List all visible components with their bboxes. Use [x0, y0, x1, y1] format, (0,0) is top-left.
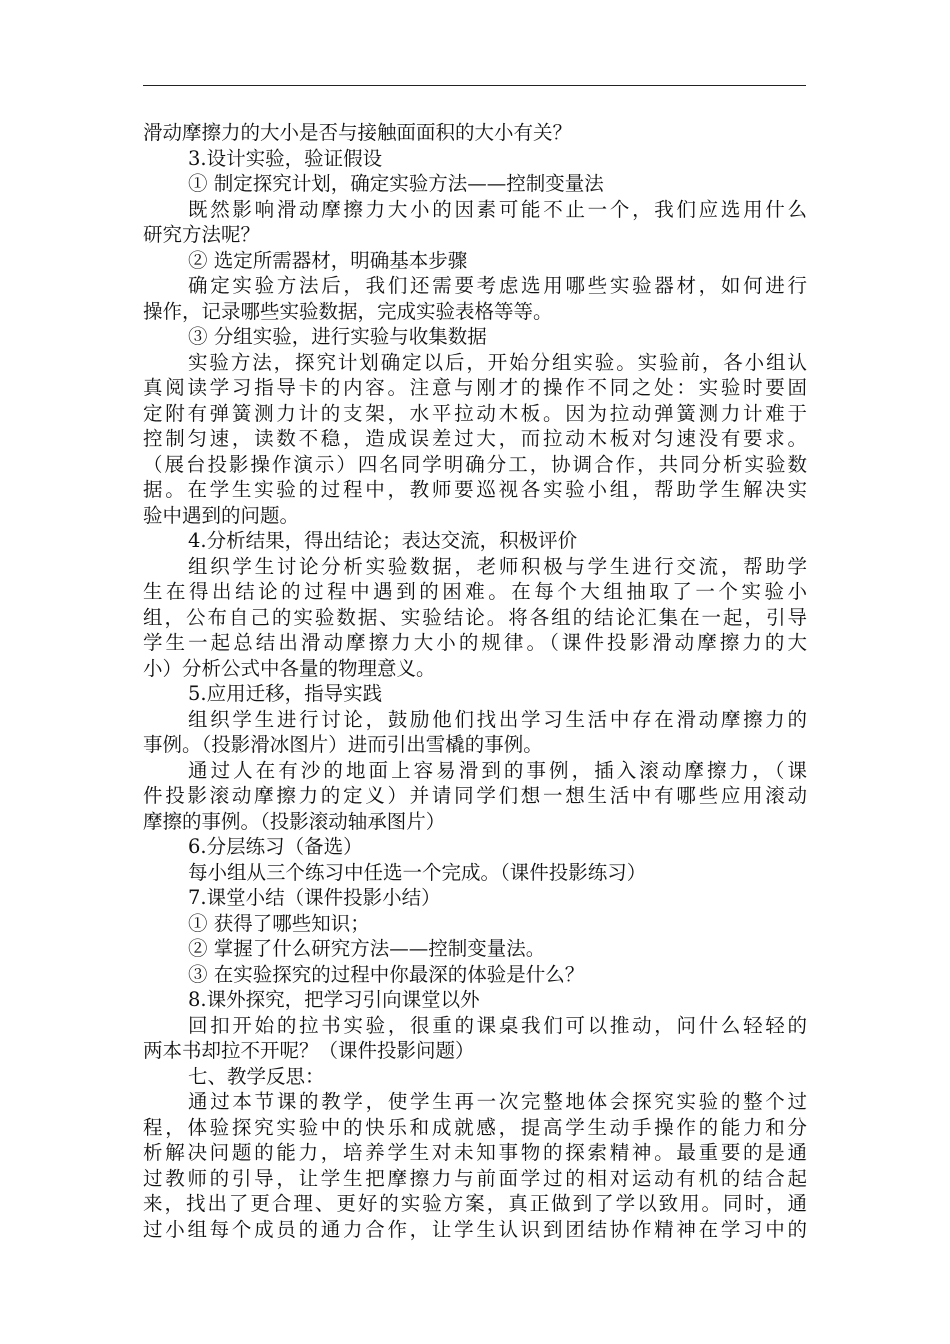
text-line: 两本书却拉不开呢？（课件投影问题）	[143, 1039, 475, 1062]
text-line: 8.课外探究，把学习引向课堂以外	[188, 988, 480, 1011]
text-line: 小）分析公式中各量的物理意义。	[143, 656, 436, 680]
text-line: 回扣开始的拉书实验，很重的课桌我们可以推动，问什么轻轻的	[188, 1013, 807, 1037]
text-line: 通过人在有沙的地面上容易滑到的事例，插入滚动摩擦力，（课	[188, 758, 807, 782]
text-line: 每小组从三个练习中任选一个完成。（课件投影练习）	[188, 860, 647, 884]
text-line: 生在得出结论的过程中遇到的困难。在每个大组抽取了一个实验小	[143, 580, 807, 603]
text-line: （展台投影操作演示）四名同学明确分工，协调合作，共同分析实验数	[143, 452, 807, 476]
text-line: 滑动摩擦力的大小是否与接触面面积的大小有关？	[143, 121, 573, 144]
body-text	[143, 120, 807, 1242]
text-line: 7.课堂小结（课件投影小结）	[188, 886, 441, 909]
text-line: 事例。（投影滑冰图片）进而引出雪橇的事例。	[143, 733, 543, 756]
text-line: 组织学生讨论分析实验数据，老师积极与学生进行交流，帮助学	[188, 554, 807, 578]
text-line: 确定实验方法后，我们还需要考虑选用哪些实验器材，如何进行	[188, 274, 807, 297]
text-line: 学生一起总结出滑动摩擦力大小的规律。（课件投影滑动摩擦力的大	[143, 631, 807, 654]
text-line: 既然影响滑动摩擦力大小的因素可能不止一个，我们应选用什么	[188, 197, 807, 221]
text-line: 程，体验探究实验中的快乐和成就感，提高学生动手操作的能力和分	[143, 1115, 807, 1139]
text-line: 件投影滚动摩擦力的定义）并请同学们想一想生活中有哪些应用滚动	[143, 784, 807, 807]
text-line: 析解决问题的能力，培养学生对未知事物的探索精神。最重要的是通	[143, 1141, 807, 1164]
text-line: 通过本节课的教学，使学生再一次完整地体会探究实验的整个过	[188, 1090, 807, 1113]
text-line: ② 掌握了什么研究方法——控制变量法。	[188, 937, 546, 960]
text-line: ③ 分组实验，进行实验与收集数据	[188, 325, 487, 348]
text-line: 控制匀速，读数不稳，造成误差过大，而拉动木板对匀速没有要求。	[143, 427, 807, 450]
text-line: 操作，记录哪些实验数据，完成实验表格等等。	[143, 299, 553, 323]
text-line: 研究方法呢？	[143, 223, 261, 246]
header-rule	[143, 85, 806, 86]
text-line: ② 选定所需器材，明确基本步骤	[188, 248, 468, 272]
text-line: ① 获得了哪些知识；	[188, 911, 370, 935]
text-line: 5.应用迁移，指导实践	[188, 682, 383, 705]
text-line: 3.设计实验，验证假设	[188, 146, 383, 170]
text-line: 组织学生进行讨论，鼓励他们找出学习生活中存在滑动摩擦力的	[188, 707, 807, 731]
text-line: ① 制定探究计划，确定实验方法——控制变量法	[188, 172, 604, 195]
text-line: 真阅读学习指导卡的内容。注意与刚才的操作不同之处：实验时要固	[143, 376, 807, 399]
text-line: 定附有弹簧测力计的支架，水平拉动木板。因为拉动弹簧测力计难于	[143, 401, 807, 425]
text-line: 验中遇到的问题。	[143, 503, 300, 527]
text-line: ③ 在实验探究的过程中你最深的体验是什么？	[188, 962, 585, 986]
text-line: 摩擦的事例。（投影滚动轴承图片）	[143, 809, 446, 833]
text-line: 4.分析结果，得出结论；表达交流，积极评价	[188, 529, 578, 552]
text-line: 6.分层练习（备选）	[188, 835, 363, 858]
text-line: 七、教学反思：	[188, 1064, 325, 1088]
text-line: 组，公布自己的实验数据、实验结论。将各组的结论汇集在一起，引导	[143, 605, 807, 629]
text-line: 来，找出了更合理、更好的实验方案，真正做到了学以致用。同时，通	[143, 1192, 807, 1215]
text-line: 过小组每个成员的通力合作，让学生认识到团结协作精神在学习中的	[143, 1217, 807, 1241]
text-line: 据。在学生实验的过程中，教师要巡视各实验小组，帮助学生解决实	[143, 478, 807, 501]
text-line: 实验方法，探究计划确定以后，开始分组实验。实验前，各小组认	[188, 350, 807, 374]
text-line: 过教师的引导，让学生把摩擦力与前面学过的相对运动有机的结合起	[143, 1166, 807, 1190]
